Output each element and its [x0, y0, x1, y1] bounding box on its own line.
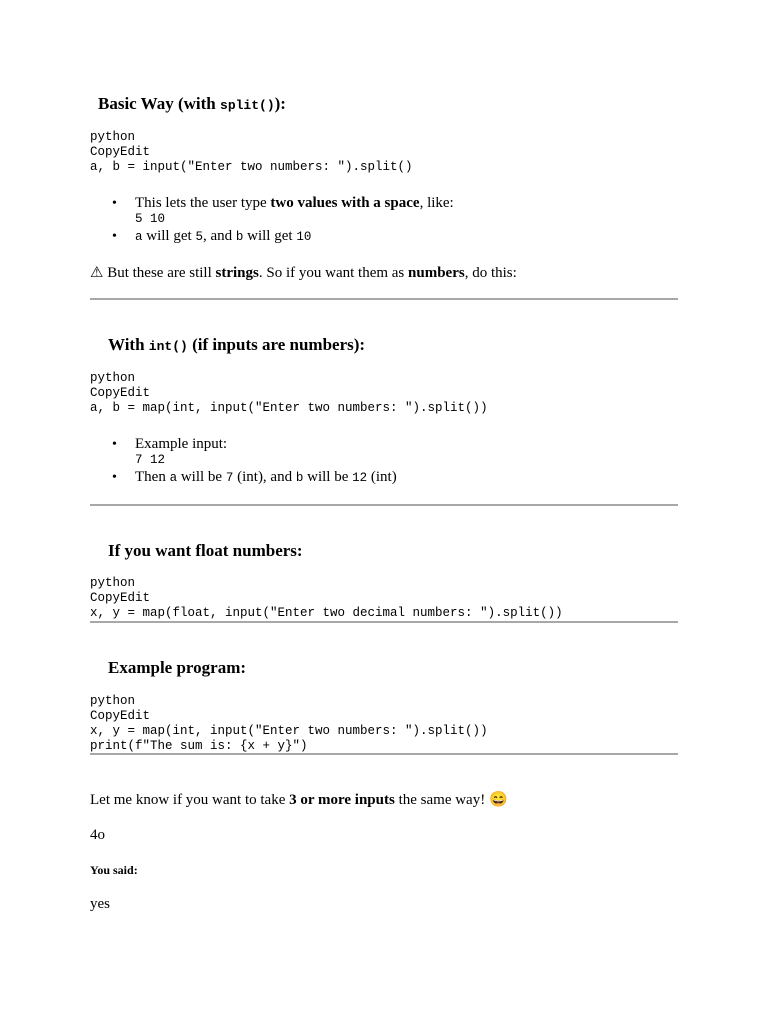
divider	[90, 504, 678, 506]
code-line: a, b = map(int, input("Enter two numbers: ").split())	[90, 401, 488, 415]
divider	[90, 621, 678, 623]
code-block-basic	[90, 130, 413, 175]
bullet-list-int	[90, 436, 678, 487]
warning-icon: ⚠	[90, 265, 104, 281]
list-item: • a will get 5, and b will get 10	[90, 228, 678, 246]
example-input: 5 10	[135, 212, 166, 226]
code-line: print(f"The sum is: {x + y}")	[90, 739, 308, 753]
code-block-int	[90, 371, 488, 416]
code-line: a, b = input("Enter two numbers: ").split()	[90, 160, 413, 174]
closing-paragraph: Let me know if you want to take 3 or more inputs the same way! 😄	[90, 792, 508, 808]
example-input: 7 12	[135, 453, 166, 467]
section-heading-float: If you want float numbers:	[108, 541, 303, 560]
list-item: • This lets the user type two values with a space, like: 5 10	[90, 195, 678, 226]
copy-edit-button[interactable]: CopyEdit	[90, 145, 151, 159]
divider	[90, 298, 678, 300]
code-block-example	[90, 694, 488, 754]
user-message: yes	[90, 896, 110, 912]
copy-edit-button[interactable]: CopyEdit	[90, 709, 151, 723]
section-heading-int: With int() (if inputs are numbers):	[108, 335, 366, 354]
model-label: 4o	[90, 827, 105, 843]
code-lang-label: python	[90, 371, 136, 385]
copy-edit-button[interactable]: CopyEdit	[90, 591, 151, 605]
section-heading-example: Example program:	[108, 658, 247, 677]
list-item: • Then a will be 7 (int), and b will be 12 (int)	[90, 469, 678, 487]
copy-edit-button[interactable]: CopyEdit	[90, 386, 151, 400]
list-item: • Example input: 7 12	[90, 436, 678, 467]
warning-paragraph: ⚠ But these are still strings. So if you want them as numbers, do this:	[90, 265, 517, 281]
grin-emoji-icon: 😄	[488, 792, 508, 808]
bullet-list-basic	[90, 195, 678, 246]
code-block-float	[90, 576, 563, 621]
code-lang-label: python	[90, 694, 136, 708]
code-lang-label: python	[90, 576, 136, 590]
code-lang-label: python	[90, 130, 136, 144]
code-line: x, y = map(int, input("Enter two numbers: ").split())	[90, 724, 488, 738]
section-heading-basic: Basic Way (with split()):	[98, 94, 286, 113]
you-said-label: You said:	[90, 863, 138, 877]
code-line: x, y = map(float, input("Enter two decimal numbers: ").split())	[90, 606, 563, 620]
divider	[90, 753, 678, 755]
